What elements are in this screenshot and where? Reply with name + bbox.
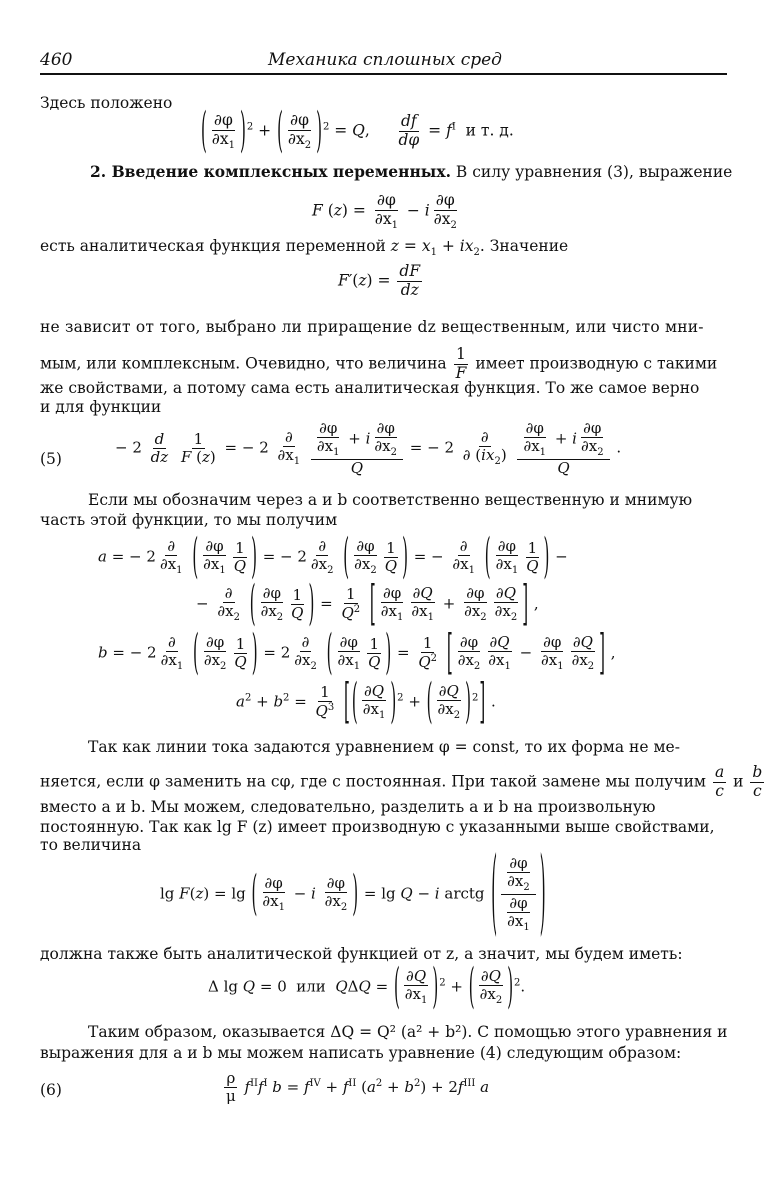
running-title: Механика сплошных сред bbox=[268, 50, 502, 70]
text-line: часть этой функции, то мы получим bbox=[40, 511, 338, 529]
equation-f-of-z: F (z) = $\frac{\partial\varphi}{\partial x_1}$ − i $\frac{\partial\varphi}{\partial x_2}$ bbox=[312, 191, 457, 231]
equation-6: $\frac{\rho}{\mu}$ $f^{II}f^I$ $b = f^{IV} + f^{II}$ $(a^2 + b^2) + 2f^{III}$ a bbox=[226, 1069, 490, 1106]
text-line: Если мы обозначим через a и b соответственно вещественную и мнимую bbox=[88, 491, 693, 509]
page-number: 460 bbox=[40, 50, 73, 70]
text-line: няется, если φ заменить на cφ, где c постоянная. При такой замене мы получим $\frac{a}{c}$ и $\frac{b}{c}$ bbox=[40, 763, 763, 800]
text-line: выражения для a и b мы можем написать уравнение (4) следующим образом: bbox=[40, 1044, 682, 1062]
equation-lg-f: lg F(z) = lg ( $\frac{\partial\varphi}{\partial x_1}$ − i $\frac{\partial\varphi}{\partial x_2}$ ) = lg Q − i arctg ( $\frac{\frac{\partial\varphi}{\partial x_2}}{\frac{\partial\varphi}{\partial x_1}}$ ) bbox=[160, 835, 546, 947]
text-line: же свойствами, а потому сама есть аналитическая функция. То же самое верно bbox=[40, 379, 700, 397]
section-heading-line: 2. Введение комплексных переменных. В силу уравнения (3), выражение bbox=[90, 162, 733, 181]
section-heading: 2. Введение комплексных переменных. bbox=[90, 162, 451, 181]
equation-5: − 2 $\frac{d}{dz}$ $\frac{1}{F (z)}$ = − 2 ∂ $\partial x_1$ $\frac{\partial\varphi}{\partial x_1}$ + i $\frac{\partial\varphi}{\partial x_2}$ Q = − 2 ∂ ∂ $(ix_2)$ $\frac{\partial\varphi}{\partial x_1}$ + i $\frac{\partial\varphi}{\partial x_2}$ Q . bbox=[115, 419, 622, 477]
text-line: мым, или комплексным. Очевидно, что величина $\frac{1}{F}$ имеет производную с такими bbox=[40, 345, 718, 382]
equation-f-prime: F′(z) = $\frac{dF}{dz}$ bbox=[338, 262, 421, 299]
text-line: не зависит от того, выбрано ли приращение dz вещественным, или чисто мни- bbox=[40, 318, 704, 336]
equation-q-definition: ( $\frac{\partial\varphi}{\partial x_1}$ )$^2$ + ( $\frac{\partial\varphi}{\partial x_2}$ )$^2$ = Q, $\frac{df}{d\varphi}$ = $f^I$ и т. д. bbox=[201, 101, 514, 159]
equation-b: b = − 2 ∂ $\partial x_1$ ( $\frac{\partial\varphi}{\partial x_2}$ $\frac{1}{Q}$ ) = 2 ∂ $\partial x_2$ ( $\frac{\partial\varphi}{\partial x_1}$ $\frac{1}{Q}$ ) = $\frac{1}{Q^2}$ [ $\frac{\partial\varphi}{\partial x_2}$ $\frac{\partial Q}{\partial x_1}$ − $\frac{\partial\varphi}{\partial x_1}$ $\frac{\partial Q}{\partial x_2}$ ] , bbox=[98, 622, 616, 681]
equation-a-line1: a = − 2 ∂ $\partial x_1$ ( $\frac{\partial\varphi}{\partial x_1}$ $\frac{1}{Q}$ ) = − 2 ∂ $\partial x_2$ ( $\frac{\partial\varphi}{\partial x_2}$ $\frac{1}{Q}$ ) = − ∂ $\partial x_1$ ( $\frac{\partial\varphi}{\partial x_1}$ $\frac{1}{Q}$ ) − bbox=[98, 526, 568, 585]
text-line: и для функции bbox=[40, 398, 162, 416]
equation-a2-b2: $a^2 + b^2$ = $\frac{1}{Q^3}$ [ ( $\frac{\partial Q}{\partial x_1}$ )$^2$ + ( $\frac{\partial Q}{\partial x_2}$ )$^2$] . bbox=[236, 671, 496, 730]
text-line: есть аналитическая функция переменной $z = x_1 + ix_2$. Значение bbox=[40, 237, 569, 259]
text-line: то величина bbox=[40, 836, 142, 854]
equation-number: (6) bbox=[40, 1081, 62, 1099]
text-line: постоянную. Так как lg F (z) имеет производную с указанными выше свойствами, bbox=[40, 818, 715, 836]
header-rule bbox=[40, 73, 727, 75]
equation-number: (5) bbox=[40, 450, 62, 468]
equation-a-line2: − ∂ $\partial x_2$ ( $\frac{\partial\varphi}{\partial x_2}$ $\frac{1}{Q}$ ) = $\frac{1}{Q^2}$ [ $\frac{\partial\varphi}{\partial x_1}$ $\frac{\partial Q}{\partial x_1}$ + $\frac{\partial\varphi}{\partial x_2}$ $\frac{\partial Q}{\partial x_2}$ ] , bbox=[196, 573, 539, 632]
equation-laplace-q: Δ lg Q = 0 или QΔQ = ( $\frac{\partial Q}{\partial x_1}$ )$^2$ + ( $\frac{\partial Q}{\partial x_2}$ )$^2$. bbox=[208, 956, 526, 1015]
text-line: Таким образом, оказывается ΔQ = Q² (a² + b²). С помощью этого уравнения и bbox=[88, 1023, 728, 1041]
text-line: Так как линии тока задаются уравнением φ = const, то их форма не ме- bbox=[88, 738, 680, 756]
text-line: должна также быть аналитической функцией от z, а значит, мы будем иметь: bbox=[40, 945, 683, 963]
text-line: Здесь положено bbox=[40, 94, 173, 112]
text-line: вместо a и b. Мы можем, следовательно, разделить a и b на произвольную bbox=[40, 798, 656, 816]
